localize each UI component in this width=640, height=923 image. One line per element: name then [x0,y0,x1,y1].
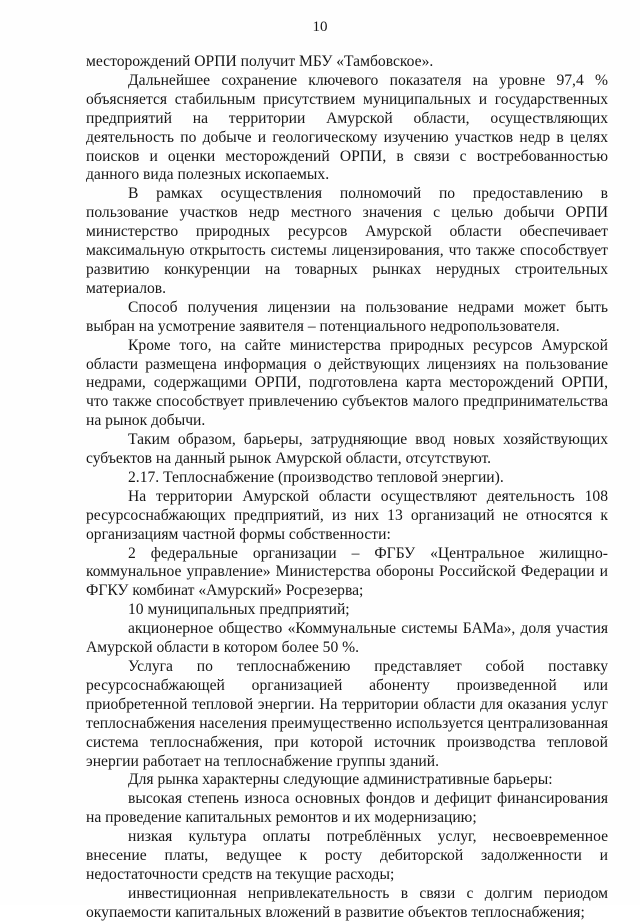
paragraph: Дальнейшее сохранение ключевого показателя на уровне 97,4 % объясняется стабильным присутствием муниципальных и государственных предприятий на территории Амурской области, осуществляющих деятельность по добыче и геологическому изучению участков недр в целях поисков и оценки месторождений ОРПИ, в связи с востребованностью данного вида полезных ископаемых. [86,71,608,184]
paragraph: инвестиционная непривлекательность в связи с долгим периодом окупаемости капитальных вложений в развитие объектов теплоснабжения; [86,884,608,921]
paragraph: высокая степень износа основных фондов и дефицит финансирования на проведение капитальных ремонтов и их модернизацию; [86,790,608,827]
paragraph: низкая культура оплаты потреблённых услуг, несвоевременное внесение платы, ведущее к росту дебиторской задолженности и недостаточности средств на текущие расходы; [86,828,608,883]
paragraph: В рамках осуществления полномочий по предоставлению в пользование участков недр местного значения с целью добычи ОРПИ министерство природных ресурсов Амурской области обеспечивает максимальную открытость системы лицензирования, что также способствует развитию конкуренции на товарных рынках нерудных строительных материалов. [86,185,608,297]
paragraph: акционерное общество «Коммунальные системы БАМа», доля участия Амурской области в котором более 50 %. [86,620,608,657]
paragraph: месторождений ОРПИ получит МБУ «Тамбовское». [86,53,434,70]
document-body [86,53,608,923]
paragraph: 10 муниципальных предприятий; [128,601,350,619]
paragraph: Для рынка характерны следующие административные барьеры: [128,771,553,789]
paragraph: 2 федеральные организации – ФГБУ «Центральное жилищно-коммунальное управление» Министерства обороны Российской Федерации и ФГКУ комбинат «Амурский» Росрезерва; [86,544,608,600]
paragraph: Кроме того, на сайте министерства природных ресурсов Амурской области размещена информация о действующих лицензиях на пользование недрами, содержащими ОРПИ, подготовлена карта месторождений ОРПИ, что также способствует привлечению субъектов малого предпринимательства на рынок добычи. [86,336,608,430]
paragraph: Способ получения лицензии на пользование недрами может быть выбран на усмотрение заявителя – потенциального недропользователя. [86,298,608,335]
page-number: 10 [312,19,328,35]
paragraph: 2.17. Теплоснабжение (производство тепловой энергии). [128,468,504,486]
paragraph: Таким образом, барьеры, затрудняющие ввод новых хозяйствующих субъектов на данный рынок Амурской области, отсутствуют. [86,431,608,468]
paragraph: На территории Амурской области осуществляют деятельность 108 ресурсоснабжающих предприятий, из них 13 организаций не относятся к организациям частной формы собственности: [86,487,608,543]
paragraph: Услуга по теплоснабжению представляет собой поставку ресурсоснабжающей организацией абоненту произведенной или приобретенной тепловой энергии. На территории области для оказания услуг теплоснабжения населения преимущественно используется централизованная система теплоснабжения, при которой источник производства тепловой энергии работает на теплоснабжение группы зданий. [86,658,608,770]
